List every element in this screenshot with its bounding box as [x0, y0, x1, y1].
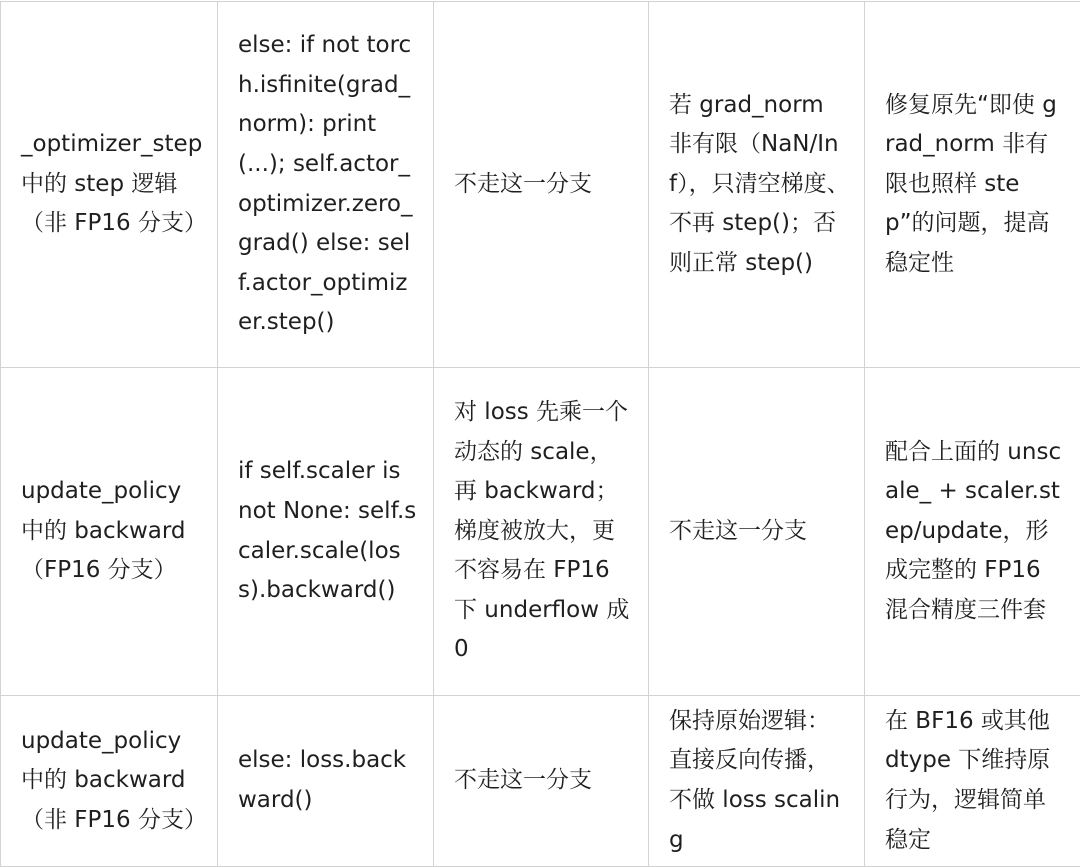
location-cell: _optimizer_step 中的 step 逻辑（非 FP16 分支）	[1, 2, 218, 368]
non-fp16-behavior-cell: 不走这一分支	[649, 368, 865, 696]
fp16-behavior-cell: 不走这一分支	[434, 696, 649, 867]
fp16-behavior-cell: 对 loss 先乘一个动态的 scale，再 backward；梯度被放大，更不容易在 FP16 下 underflow 成 0	[434, 368, 649, 696]
comparison-table	[0, 1, 1080, 867]
purpose-cell: 配合上面的 unscale_ + scaler.step/update，形成完整的 FP16 混合精度三件套	[865, 368, 1080, 696]
table-row	[1, 368, 1080, 696]
location-cell: update_policy 中的 backward（FP16 分支）	[1, 368, 218, 696]
code-cell: if self.scaler is not None: self.scaler.scale(loss).backward()	[218, 368, 434, 696]
fp16-behavior-cell: 不走这一分支	[434, 2, 649, 368]
location-cell: update_policy 中的 backward（非 FP16 分支）	[1, 696, 218, 867]
non-fp16-behavior-cell: 保持原始逻辑：直接反向传播，不做 loss scaling	[649, 696, 865, 867]
non-fp16-behavior-cell: 若 grad_norm 非有限（NaN/Inf），只清空梯度、不再 step()；否则正常 step()	[649, 2, 865, 368]
table-row	[1, 696, 1080, 867]
table-row	[1, 2, 1080, 368]
code-cell: else: loss.backward()	[218, 696, 434, 867]
purpose-cell: 在 BF16 或其他 dtype 下维持原行为，逻辑简单稳定	[865, 696, 1080, 867]
code-cell: else: if not torch.isfinite(grad_norm): print(...); self.actor_optimizer.zero_grad() else: self.actor_optimizer.step()	[218, 2, 434, 368]
purpose-cell: 修复原先“即使 grad_norm 非有限也照样 step”的问题，提高稳定性	[865, 2, 1080, 368]
